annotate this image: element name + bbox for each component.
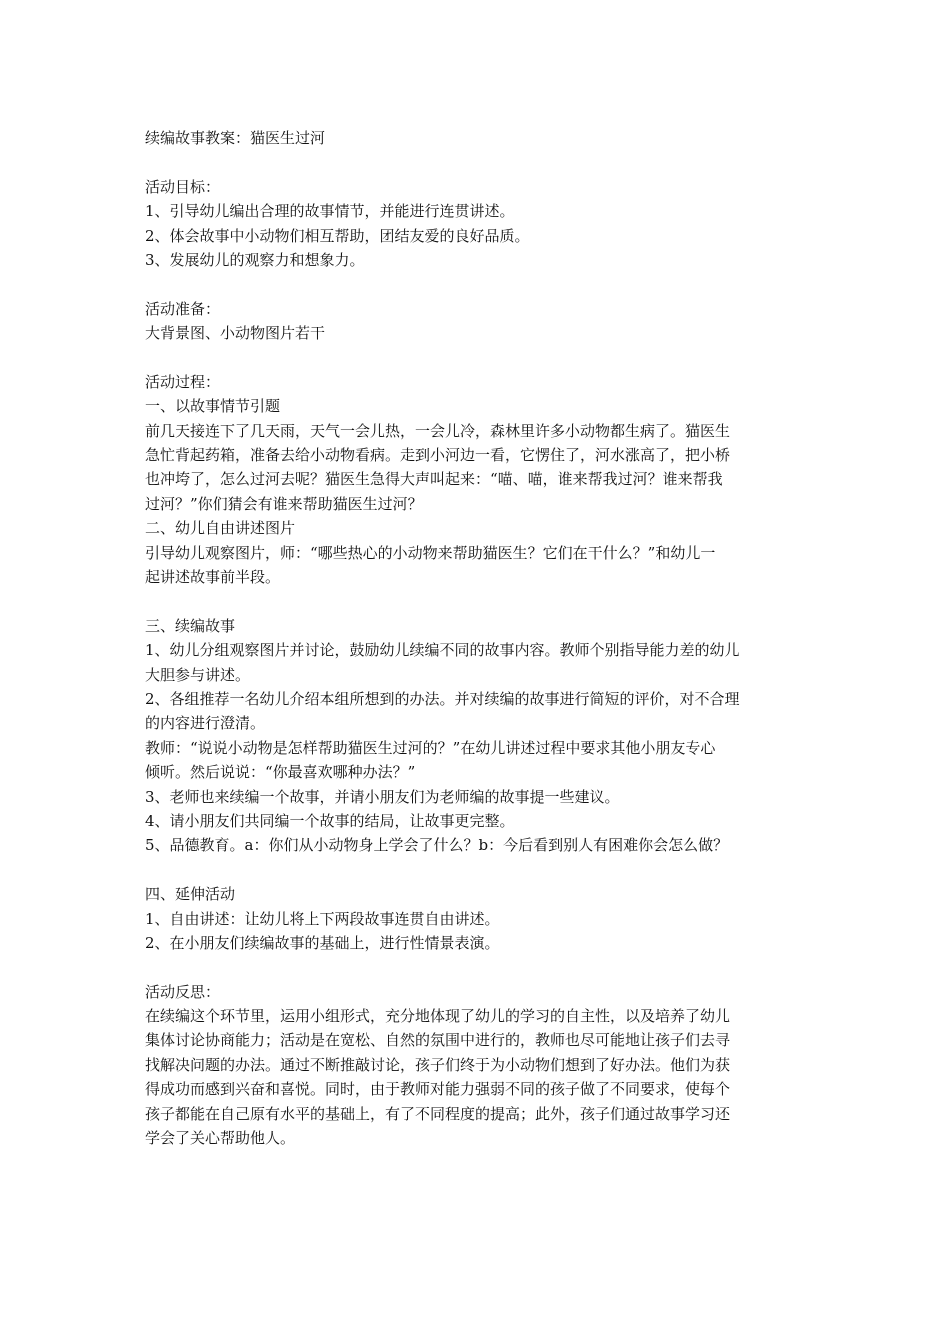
spacer [145,589,815,613]
part3-line: 倾听。然后说说：“你最喜欢哪种办法？” [145,763,416,782]
part3-line: 3、老师也来续编一个故事，并请小朋友们为老师编的故事提一些建议。 [145,787,620,806]
part1-line: 过河？”你们猜会有谁来帮助猫医生过河？ [145,494,423,513]
part3-line: 2、各组推荐一名幼儿介绍本组所想到的办法。并对续编的故事进行简短的评价，对不合理 [145,689,740,708]
part2-line: 起讲述故事前半段。 [145,568,281,587]
part3-heading: 三、续编故事 [145,616,236,635]
part4-heading: 四、延伸活动 [145,885,236,904]
part1-line: 前几天接连下了几天雨，天气一会儿热，一会儿冷，森林里许多小动物都生病了。猫医生 [145,421,731,440]
part1-line: 急忙背起药箱，准备去给小动物看病。走到小河边一看，它愣住了，河水涨高了，把小桥 [145,446,731,465]
reflection-line: 学会了关心帮助他人。 [145,1129,296,1148]
reflection-line: 在续编这个环节里，运用小组形式，充分地体现了幼儿的学习的自主性，以及培养了幼儿 [145,1007,731,1026]
spacer [145,955,815,979]
objectives-heading: 活动目标： [145,177,221,196]
spacer [145,346,815,370]
part3-line: 4、请小朋友们共同编一个故事的结局，让故事更完整。 [145,811,515,830]
reflection-line: 得成功而感到兴奋和喜悦。同时，由于教师对能力强弱不同的孩子做了不同要求，使每个 [145,1080,731,1099]
spacer [145,150,815,174]
part3-line: 1、幼儿分组观察图片并讨论，鼓励幼儿续编不同的故事内容。教师个别指导能力差的幼儿 [145,641,740,660]
objective-item: 2、体会故事中小动物们相互帮助，团结友爱的良好品质。 [145,226,530,245]
preparation-heading: 活动准备： [145,299,221,318]
part3-line: 5、品德教育。a：你们从小动物身上学会了什么？b：今后看到别人有困难你会怎么做？ [145,836,729,855]
reflection-line: 找解决问题的办法。通过不断推敲讨论，孩子们终于为小动物们想到了好办法。他们为获 [145,1055,731,1074]
part4-line: 1、自由讲述：让幼儿将上下两段故事连贯自由讲述。 [145,909,500,928]
part1-heading: 一、以故事情节引题 [145,397,281,416]
part4-line: 2、在小朋友们续编故事的基础上，进行性情景表演。 [145,933,500,952]
reflection-heading: 活动反思： [145,982,221,1001]
part2-heading: 二、幼儿自由讲述图片 [145,519,296,538]
spacer [145,858,815,882]
part2-line: 引导幼儿观察图片，师：“哪些热心的小动物来帮助猫医生？它们在干什么？”和幼儿一 [145,543,716,562]
part3-line: 教师：“说说小动物是怎样帮助猫医生过河的？”在幼儿讲述过程中要求其他小朋友专心 [145,738,716,757]
spacer [145,272,815,296]
part1-line: 也冲垮了，怎么过河去呢？猫医生急得大声叫起来：“喵、喵，谁来帮我过河？谁来帮我 [145,470,723,489]
process-heading: 活动过程： [145,372,221,391]
document-title: 续编故事教案：猫医生过河 [145,129,326,147]
reflection-line: 集体讨论协商能力；活动是在宽松、自然的氛围中进行的，教师也尽可能地让孩子们去寻 [145,1031,731,1050]
part3-line: 的内容进行澄清。 [145,714,266,733]
objective-item: 3、发展幼儿的观察力和想象力。 [145,250,365,269]
document-body [145,126,815,1150]
part3-line: 大胆参与讲述。 [145,665,251,684]
reflection-line: 孩子都能在自己原有水平的基础上，有了不同程度的提高；此外，孩子们通过故事学习还 [145,1104,731,1123]
objective-item: 1、引导幼儿编出合理的故事情节，并能进行连贯讲述。 [145,202,515,221]
preparation-text: 大背景图、小动物图片若干 [145,324,326,343]
